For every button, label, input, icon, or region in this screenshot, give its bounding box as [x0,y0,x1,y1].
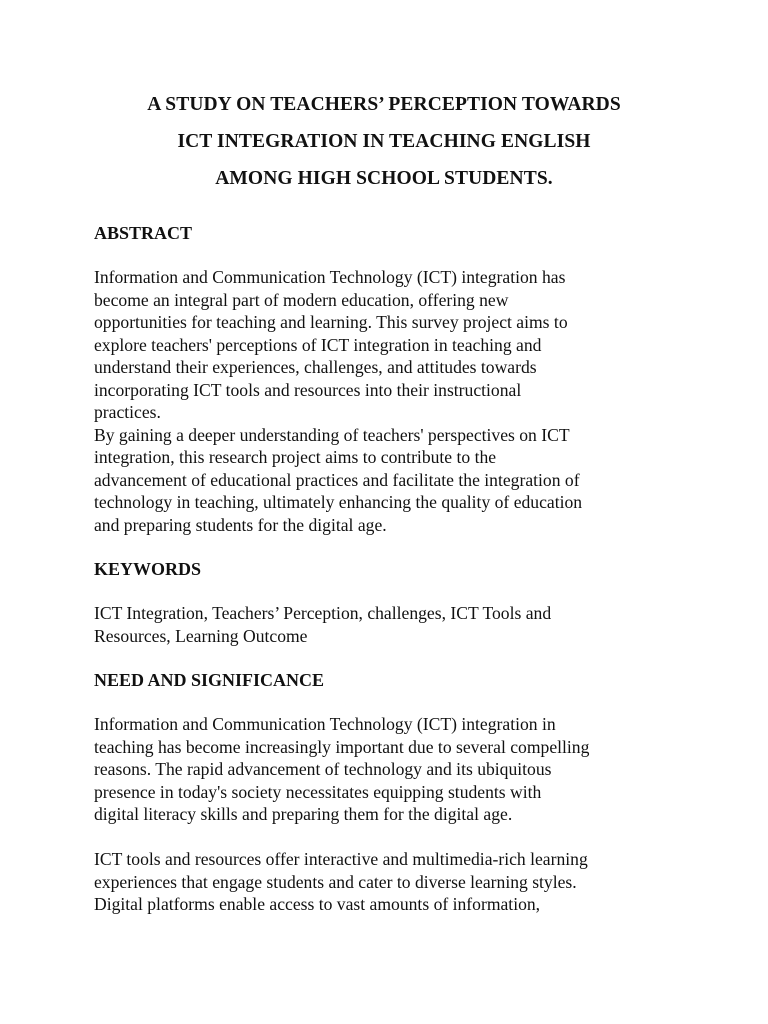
keywords-list [94,602,684,647]
text-line: Resources, Learning Outcome [94,625,308,646]
text-line: understand their experiences, challenges, and attitudes towards [94,357,537,377]
text-line: incorporating ICT tools and resources into their instructional [94,379,522,400]
text-line: ICT tools and resources offer interactive and multimedia-rich learning [94,849,588,869]
need-paragraph-2 [94,848,684,916]
text-line: practices. [94,402,161,422]
abstract-heading: ABSTRACT [94,223,193,243]
text-line: presence in today's society necessitates equipping students with [94,781,542,802]
text-line: experiences that engage students and cater to diverse learning styles. [94,871,577,892]
title-line: A STUDY ON TEACHERS’ PERCEPTION TOWARDS [147,94,621,115]
text-line: Information and Communication Technology (ICT) integration in [94,714,556,734]
need-and-significance-heading: NEED AND SIGNIFICANCE [94,670,325,690]
title-line: AMONG HIGH SCHOOL STUDENTS. [215,168,553,189]
text-line: explore teachers' perceptions of ICT integration in teaching and [94,334,542,355]
text-line: and preparing students for the digital age. [94,514,387,535]
document-body [94,222,684,916]
text-line: Information and Communication Technology (ICT) integration has [94,267,566,287]
text-line: teaching has become increasingly important due to several compelling [94,736,590,757]
keywords-heading: KEYWORDS [94,559,202,579]
text-line: technology in teaching, ultimately enhancing the quality of education [94,492,583,512]
text-line: advancement of educational practices and facilitate the integration of [94,469,580,490]
text-line: ICT Integration, Teachers’ Perception, challenges, ICT Tools and [94,603,552,623]
text-line: Digital platforms enable access to vast amounts of information, [94,894,541,914]
text-line: opportunities for teaching and learning. This survey project aims to [94,312,568,332]
text-line: become an integral part of modern education, offering new [94,289,509,310]
abstract-paragraph-1 [94,266,684,424]
title-line: ICT INTEGRATION IN TEACHING ENGLISH [177,131,591,152]
abstract-paragraph-2 [94,424,684,537]
document-title [0,86,768,197]
text-line: digital literacy skills and preparing them for the digital age. [94,804,513,824]
text-line: By gaining a deeper understanding of teachers' perspectives on ICT [94,424,570,445]
text-line: reasons. The rapid advancement of technology and its ubiquitous [94,759,552,779]
text-line: integration, this research project aims to contribute to the [94,447,497,467]
need-paragraph-1 [94,713,684,826]
